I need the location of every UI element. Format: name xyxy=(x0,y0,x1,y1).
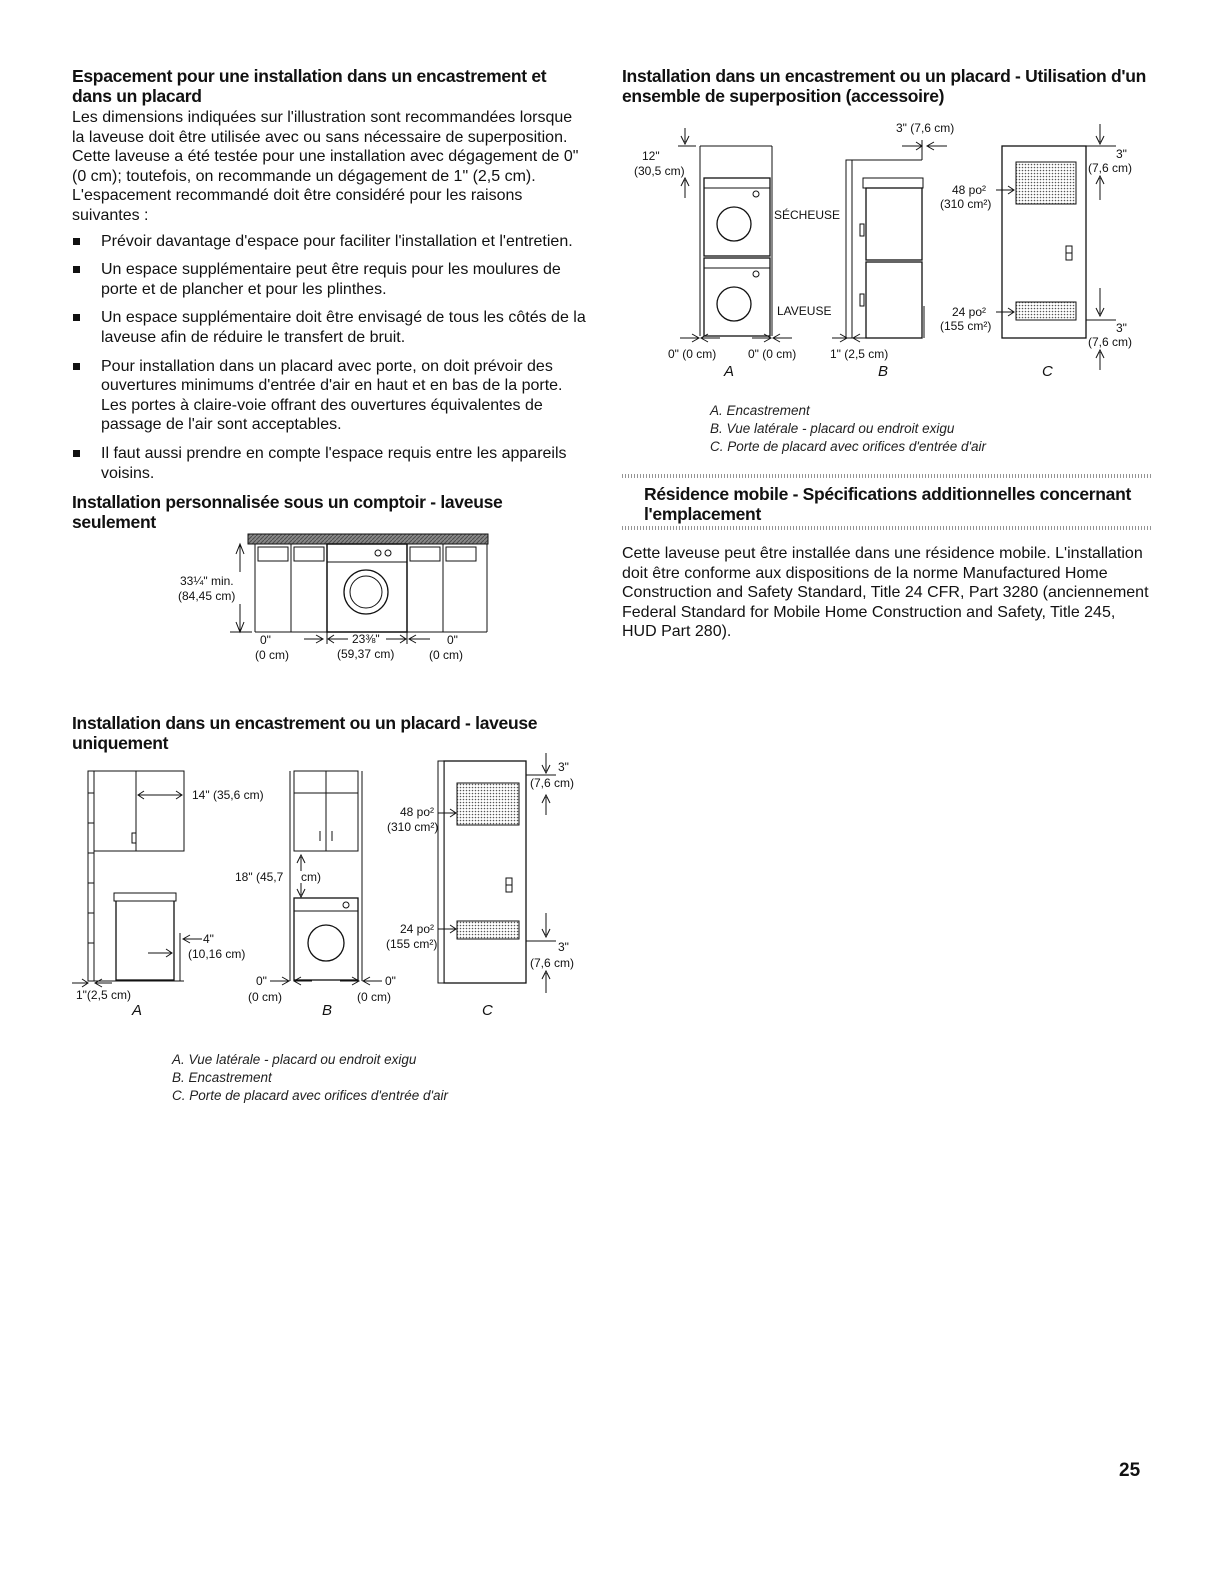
list-item: Prévoir davantage d'espace pour faciliter l'installation et l'entretien. xyxy=(72,232,588,252)
b-bottom-gap-label: 1" (2,5 cm) xyxy=(830,347,889,361)
divider-bottom xyxy=(622,526,1152,530)
figure-letter-b: B xyxy=(322,1002,333,1020)
right-gap-in-label: 0" xyxy=(447,633,458,648)
page-number: 25 xyxy=(1119,1460,1141,1481)
figure-letter-c: C xyxy=(1042,363,1053,380)
reasons-list xyxy=(72,232,588,484)
width-cm-label: (59,37 cm) xyxy=(337,647,395,662)
top-clearance-in-label: 3" xyxy=(558,760,569,775)
figure-letter-a: A xyxy=(724,363,735,380)
bottom-vent-cm-label: (155 cm²) xyxy=(386,937,438,952)
height-in-label: 33¼" min. xyxy=(180,574,234,589)
top-clearance-in-c-label: 3" xyxy=(1116,147,1127,161)
heading-undercounter: Installation personnalisée sous un comptoir - laveuse seulement xyxy=(72,492,503,533)
bottom-clearance-cm-c-label: (7,6 cm) xyxy=(1088,335,1133,349)
left-column xyxy=(72,66,588,1105)
stack-kit-diagram xyxy=(622,106,1152,406)
left-gap-in-label: 0" xyxy=(260,633,271,648)
bottom-clearance-cm-label: (7,6 cm) xyxy=(530,956,575,971)
mobile-home-paragraph: Cette laveuse peut être installée dans une résidence mobile. L'installation doit être conforme aux dispositions de la norme Manufactured Home Construction and Safety Standard, Title 24 CFR, Part 3280 (anciennement Federal Standard for Mobile Home Construction and Safety, Title 245, HUD Part 280). xyxy=(622,545,1149,641)
bottom-vent-cm-label: (155 cm²) xyxy=(940,319,992,333)
heading-stack-kit: Installation dans un encastrement ou un placard - Utilisation d'un ensemble de superposition (accessoire) xyxy=(622,66,1147,106)
figure-letter-c: C xyxy=(482,1002,493,1020)
intro-paragraph: Les dimensions indiquées sur l'illustration sont recommandées lorsque la laveuse doit être utilisée avec ou sans nécessaire de superposition. Cette laveuse a été testée pour une installation avec dégagement de 0" (0 cm); toutefois, on recommande un dégagement de 1" (2,5 cm). L'espacement recommandé doit être considéré pour les raisons suivantes : xyxy=(72,109,579,224)
width-in-label: 23⅜" xyxy=(352,632,380,647)
top-vent-cm-label: (310 cm²) xyxy=(387,820,439,835)
a-left-gap-label: 0" (0 cm) xyxy=(668,347,717,361)
figure-letter-a: A xyxy=(132,1002,143,1020)
bottom-vent-area-label: 24 po² xyxy=(400,922,435,937)
dryer-label: SÉCHEUSE xyxy=(774,208,841,222)
undercounter-diagram xyxy=(72,532,588,677)
bullet-square-icon xyxy=(73,314,80,321)
height-cm-label: (84,45 cm) xyxy=(178,589,236,604)
top-clearance-in-label: 12" xyxy=(642,149,660,163)
caption-a: A. Encastrement xyxy=(710,403,810,418)
top-clearance-cm-c-label: (7,6 cm) xyxy=(1088,161,1133,175)
b-left-gap-cm-label: (0 cm) xyxy=(248,990,282,1005)
bottom-clearance-in-c-label: 3" xyxy=(1116,321,1127,335)
top-clearance-cm-label: (7,6 cm) xyxy=(530,776,575,791)
list-item: Un espace supplémentaire doit être envisagé de tous les côtés de la laveuse afin de réduire le transfert de bruit. xyxy=(72,308,588,347)
caption-c: C. Porte de placard avec orifices d'entrée d'air xyxy=(172,1088,449,1104)
caption-b: B. Encastrement xyxy=(172,1070,272,1086)
divider-top xyxy=(622,474,1152,478)
back-gap-in-label: 4" xyxy=(203,932,214,947)
b-right-gap-in-label: 0" xyxy=(385,974,396,989)
right-column xyxy=(622,66,1152,642)
left-gap-cm-label: (0 cm) xyxy=(255,648,289,663)
bullet-square-icon xyxy=(73,363,80,370)
bullet-square-icon xyxy=(73,450,80,457)
heading-spacing: Espacement pour une installation dans un encastrement et dans un placard xyxy=(72,66,547,106)
bottom-clearance-in-label: 3" xyxy=(558,940,569,955)
top-gap-cm-label: cm) xyxy=(301,870,321,885)
washer-closet-diagram xyxy=(72,753,588,1043)
b-top-gap-label: 3" (7,6 cm) xyxy=(896,121,955,135)
caption-c: C. Porte de placard avec orifices d'entrée d'air xyxy=(710,439,987,454)
heading-washer-only: Installation dans un encastrement ou un placard - laveuse uniquement xyxy=(72,713,538,754)
a-right-gap-label: 0" (0 cm) xyxy=(748,347,797,361)
washer-label: LAVEUSE xyxy=(777,304,832,318)
bottom-vent-area-label: 24 po² xyxy=(952,305,987,319)
top-gap-in-label: 18" (45,7 xyxy=(235,870,284,885)
b-left-gap-in-label: 0" xyxy=(256,974,267,989)
stack-figure-captions xyxy=(710,402,1152,456)
heading-mobile-home: Résidence mobile - Spécifications additionnelles concernant l'emplacement xyxy=(644,484,1132,524)
b-right-gap-cm-label: (0 cm) xyxy=(357,990,391,1005)
cabinet-depth-label: 14" (35,6 cm) xyxy=(192,788,264,803)
side-gap-label: 1"(2,5 cm) xyxy=(76,988,131,1003)
top-vent-area-label: 48 po² xyxy=(400,805,435,820)
top-vent-area-label: 48 po² xyxy=(952,183,987,197)
top-vent-cm-label: (310 cm²) xyxy=(940,197,992,211)
bullet-square-icon xyxy=(73,238,80,245)
caption-b: B. Vue latérale - placard ou endroit exigu xyxy=(710,421,955,436)
washer-outline xyxy=(327,544,407,632)
right-gap-cm-label: (0 cm) xyxy=(429,648,463,663)
list-item: Il faut aussi prendre en compte l'espace requis entre les appareils voisins. xyxy=(72,444,588,483)
top-clearance-cm-label: (30,5 cm) xyxy=(634,164,685,178)
list-item: Pour installation dans un placard avec porte, on doit prévoir des ouvertures minimums d'entrée d'air en haut et en bas de la porte. Les portes à claire-voie offrant des ouvertures équivalentes de passage de l'air sont acceptables. xyxy=(72,357,588,435)
caption-a: A. Vue latérale - placard ou endroit exigu xyxy=(172,1052,417,1068)
bullet-square-icon xyxy=(73,266,80,273)
washer-figure-captions xyxy=(172,1051,588,1105)
back-gap-cm-label: (10,16 cm) xyxy=(188,947,246,962)
list-item: Un espace supplémentaire peut être requis pour les moulures de porte et de plancher et pour les plinthes. xyxy=(72,260,588,299)
figure-letter-b: B xyxy=(878,363,889,380)
